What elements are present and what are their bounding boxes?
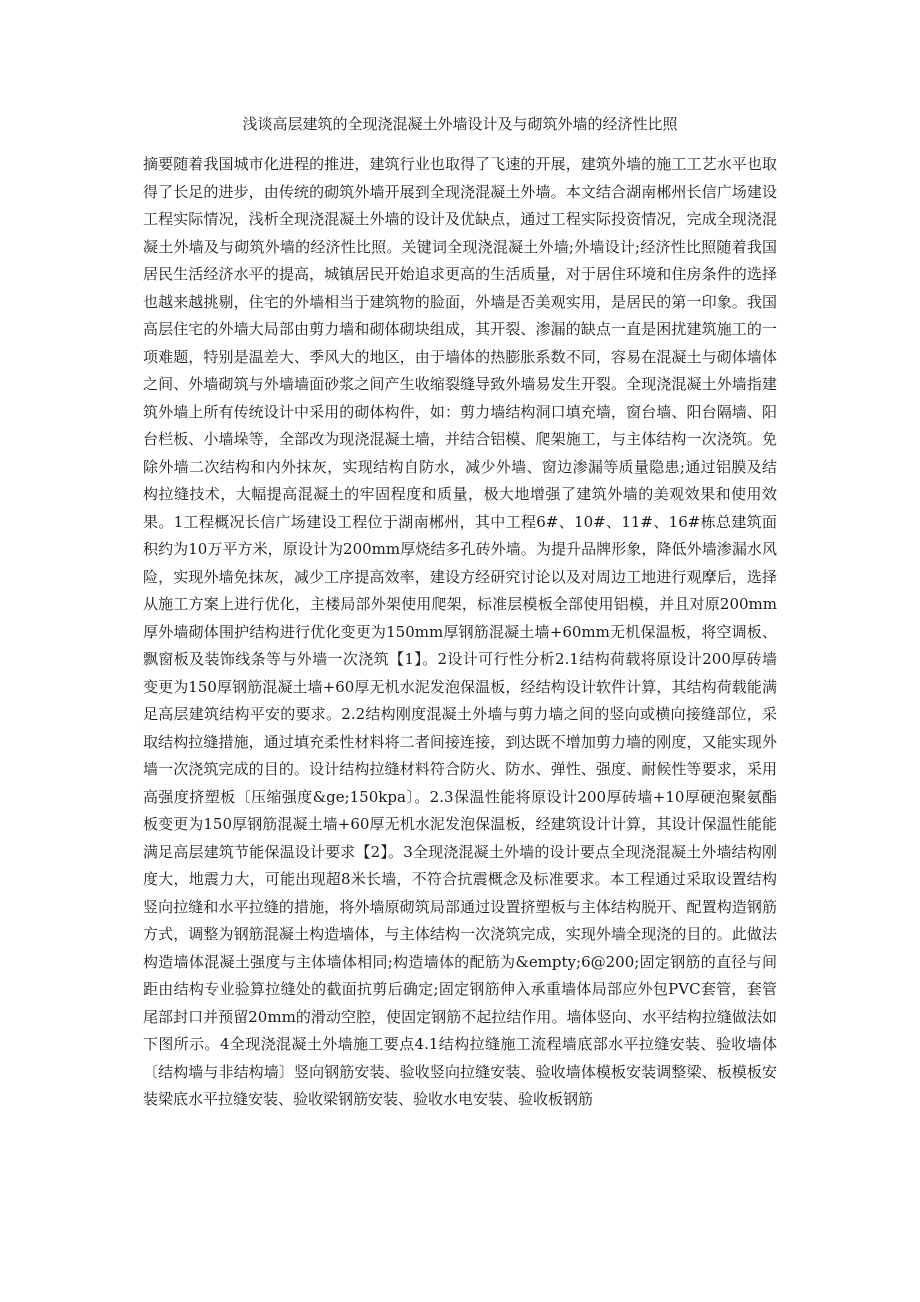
document-body-paragraph: 摘要随着我国城市化进程的推进，建筑行业也取得了飞速的开展，建筑外墙的施工工艺水平也取得了长足的进步，由传统的砌筑外墙开展到全现浇混凝土外墙。本文结合湖南郴州长信广场建设工程实际情况，浅析全现浇混凝土外墙的设计及优缺点，通过工程实际投资情况，完成全现浇混凝土外墙及与砌筑外墙的经济性比照。关键词全现浇混凝土外墙;外墙设计;经济性比照随着我国居民生活经济水平的提高，城镇居民开始追求更高的生活质量，对于居住环境和住房条件的选择也越来越挑剔，住宅的外墙相当于建筑物的脸面，外墙是否美观实用，是居民的第一印象。我国高层住宅的外墙大局部由剪力墙和砌体砌块组成，其开裂、渗漏的缺点一直是困扰建筑施工的一项难题，特别是温差大、季风大的地区，由于墙体的热膨胀系数不同，容易在混凝土与砌体墙体之间、外墙砌筑与外墙墙面砂浆之间产生收缩裂缝导致外墙易发生开裂。全现浇混凝土外墙指建筑外墙上所有传统设计中采用的砌体构件，如：剪力墙结构洞口填充墙，窗台墙、阳台隔墙、阳台栏板、小墙垛等，全部改为现浇混凝土墙，并结合铝模、爬架施工，与主体结构一次浇筑。免除外墙二次结构和内外抹灰，实现结构自防水，减少外墙、窗边渗漏等质量隐患;通过铝膜及结构拉缝技术，大幅提高混凝土的牢固程度和质量，极大地增强了建筑外墙的美观效果和使用效果。1工程概况长信广场建设工程位于湖南郴州，其中工程6#、10#、11#、16#栋总建筑面积约为10万平方米，原设计为200mm厚烧结多孔砖外墙。为提升品牌形象，降低外墙渗漏水风险，实现外墙免抹灰，减少工序提高效率，建设方经研究讨论以及对周边工地进行观摩后，选择从施工方案上进行优化，主楼局部外架使用爬架，标准层模板全部使用铝模，并且对原200mm厚外墙砌体围护结构进行优化变更为150mm厚钢筋混凝土墙+60mm无机保温板，将空调板、飘窗板及装饰线条等与外墙一次浇筑【1】。2设计可行性分析2.1结构荷载将原设计200厚砖墙变更为150厚钢筋混凝土墙+60厚无机水泥发泡保温板，经结构设计软件计算，其结构荷载能满足高层建筑结构平安的要求。2.2结构刚度混凝土外墙与剪力墙之间的竖向或横向接缝部位，采取结构拉缝措施，通过填充柔性材料将二者间接连接，到达既不增加剪力墙的刚度，又能实现外墙一次浇筑完成的目的。设计结构拉缝材料符合防火、防水、弹性、强度、耐候性等要求，采用高强度挤塑板〔压缩强度&ge;150kpa〕。2.3保温性能将原设计200厚砖墙+10厚硬泡聚氨酯板变更为150厚钢筋混凝土墙+60厚无机水泥发泡保温板，经建筑设计计算，其设计保温性能能满足高层建筑节能保温设计要求【2】。3全现浇混凝土外墙的设计要点全现浇混凝土外墙结构刚度大，地震力大，可能出现超8米长墙，不符合抗震概念及标准要求。本工程通过采取设置结构竖向拉缝和水平拉缝的措施，将外墙原砌筑局部通过设置挤塑板与主体结构脱开、配置构造钢筋方式，调整为钢筋混凝土构造墙体，与主体结构一次浇筑完成，实现外墙全现浇的目的。此做法构造墙体混凝土强度与主体墙体相同;构造墙体的配筋为&empty;6@200;固定钢筋的直径与间距由结构专业验算拉缝处的截面抗剪后确定;固定钢筋伸入承重墙体局部应外包PVC套管，套管尾部封口并预留20mm的滑动空腔，使固定钢筋不起拉结作用。墙体竖向、水平结构拉缝做法如下图所示。4全现浇混凝土外墙施工要点4.1结构拉缝施工流程墙底部水平拉缝安装、验收墙体〔结构墙与非结构墙〕竖向钢筋安装、验收竖向拉缝安装、验收墙体模板安装调整梁、板模板安装梁底水平拉缝安装、验收梁钢筋安装、验收水电安装、验收板钢筋: [143, 155, 777, 1108]
document-title: 浅谈高层建筑的全现浇混凝土外墙设计及与砌筑外墙的经济性比照: [242, 115, 678, 133]
